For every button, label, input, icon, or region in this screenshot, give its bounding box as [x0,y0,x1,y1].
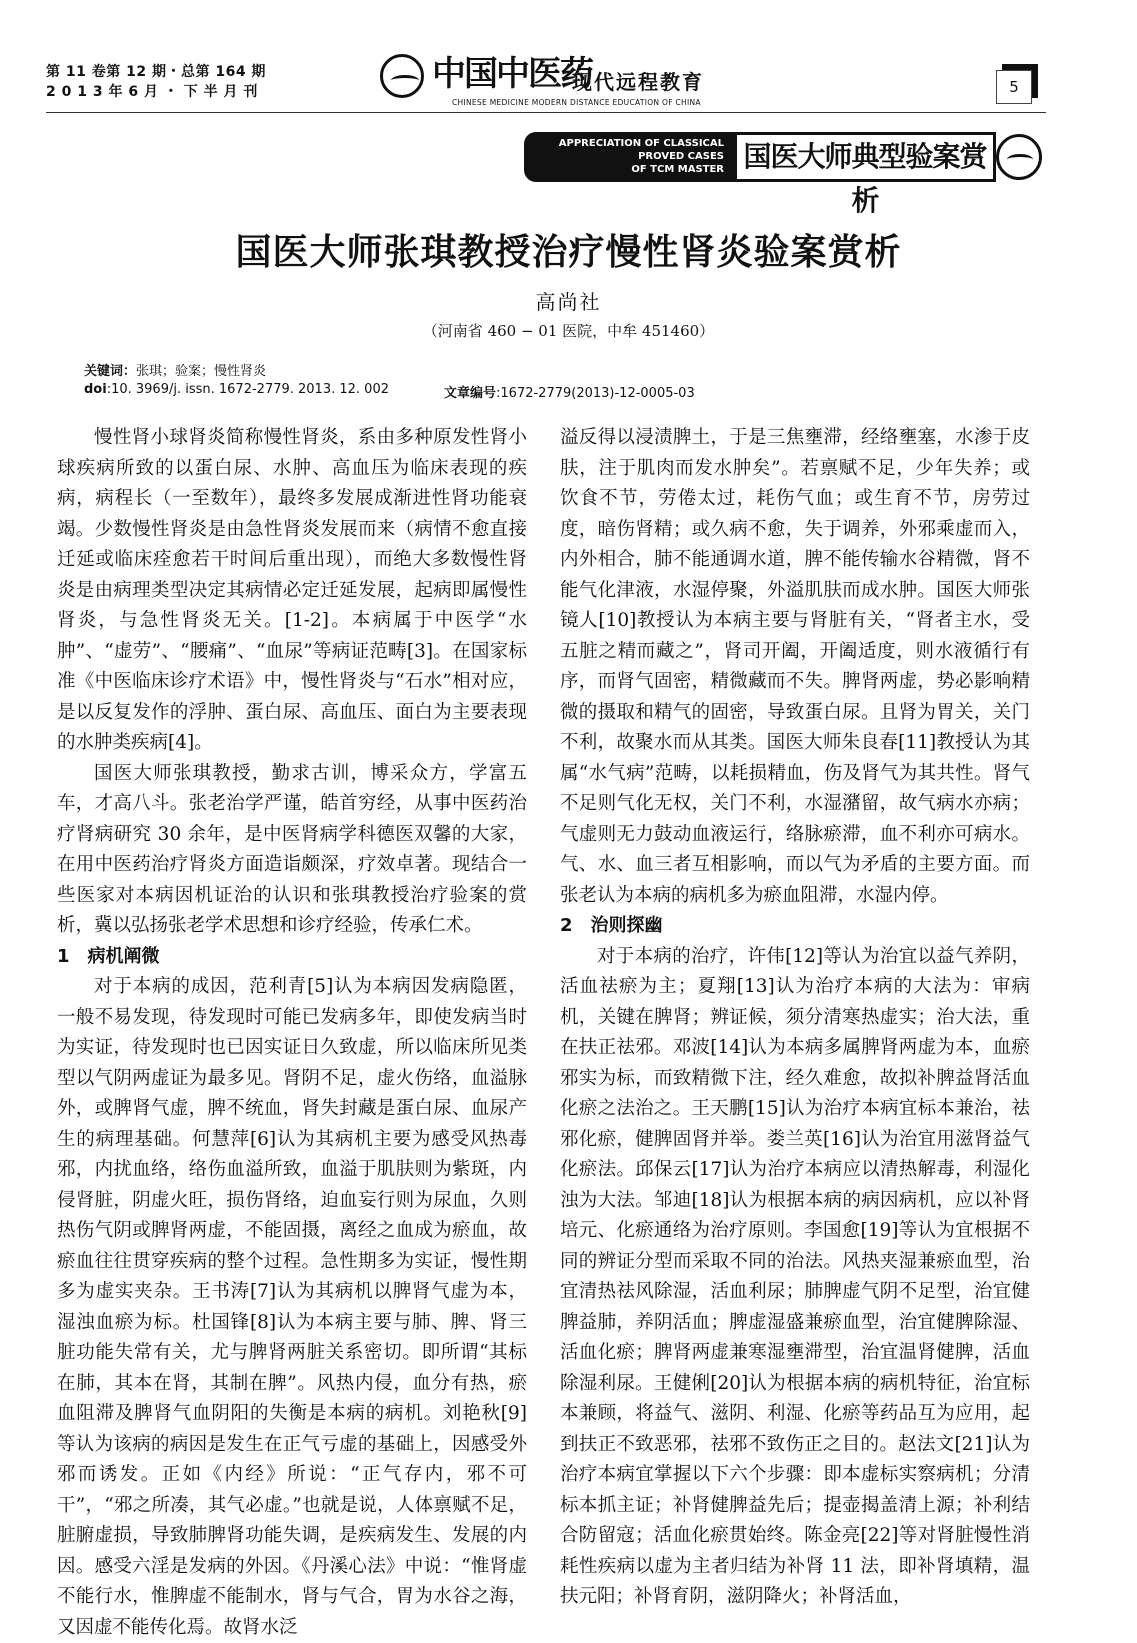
journal-subtitle: 现代远程教育 [572,70,704,94]
page-number: 5 [996,70,1032,104]
paragraph: 溢反得以浸渍脾土，于是三焦壅滞，经络壅塞，水渗于皮肤，注于肌肉而发水肿矣”。若禀赋不足，少年失养；或饮食不节，劳倦太过，耗伤气血；或生育不节，房劳过度，暗伤肾精；或久病不愈，失于调养，外邪乘虚而入，内外相合，肺不能通调水道，脾不能传输水谷精微，肾不能气化津液，水湿停聚，外溢肌肤而成水肿。国医大师张镜人[10]教授认为本病主要与肾脏有关，“肾者主水，受五脏之精而藏之”，肾司开阖，开阖适度，则水液循行有序，而肾气固密，精微藏而不失。脾肾两虚，势必影响精微的摄取和精气的固密，导致蛋白尿。且肾为胃关，关门不利，故聚水而从其类。国医大师朱良春[11]教授认为其属“水气病”范畴，以耗损精血，伤及肾气为其共性。肾气不足则气化无权，关门不利，水湿潴留，故气病水亦病；气虚则无力鼓动血液运行，络脉瘀滞，血不利亦可病水。气、水、血三者互相影响，而以气为矛盾的主要方面。而张老认为本病的病机多为瘀血阻滞，水湿内停。 [560,427,1030,906]
paragraph: 对于本病的治疗，许伟[12]等认为治宜以益气养阴，活血祛瘀为主；夏翔[13]认为治疗本病的大法为：审病机，关键在脾肾；辨证候，须分清寒热虚实；治大法，重在扶正祛邪。邓波[14]认为本病多属脾肾两虚为本，血瘀邪实为标，而致精微下注，经久难愈，故拟补脾益肾活血化瘀之法治之。王天鹏[15]认为治疗本病宜标本兼治，祛邪化瘀，健脾固肾并举。娄兰英[16]认为治宜用滋肾益气化瘀法。邱保云[17]认为治疗本病应以清热解毒，利湿化浊为大法。邹迪[18]认为根据本病的病因病机，应以补肾培元、化瘀通络为治疗原则。李国愈[19]等认为宜根据不同的辨证分型而采取不同的治法。风热夹湿兼瘀血型，治宜清热祛风除湿，活血利尿；肺脾虚气阴不足型，治宜健脾益肺，养阴活血；脾虚湿盛兼瘀血型，治宜健脾除湿、活血化瘀；脾肾两虚兼寒湿壅滞型，治宜温肾健脾，活血除湿利尿。王健俐[20]认为根据本病的病机特征，治宜标本兼顾，将益气、滋阴、利湿、化瘀等药品互为应用，起到扶正不致恶邪，祛邪不致伤正之目的。赵法文[21]认为治疗本病宜掌握以下六个步骤：即本虚标实察病机；分清标本抓主证；补肾健脾益先后；提壶揭盖清上源；补利结合防留寇；活血化瘀贯始终。陈金亮[22]等对肾脏慢性消耗性疾病以虚为主者归结为补肾 11 法，即补肾填精，温扶元阳；补肾育阴，滋阴降火；补肾活血， [560,945,1030,1607]
section-heading: 1 病机阐微 [57,945,160,967]
doi-line [84,382,389,397]
banner-emblem-icon [996,134,1042,180]
banner-en-line3: OF TCM MASTER [631,164,724,175]
left-column [57,423,527,1643]
section-banner [524,130,1044,217]
section-heading: 2 治则探幽 [560,915,663,936]
banner-en-line2: PROVED CASES [638,151,724,162]
banner-en-line1: APPRECIATION OF CLASSICAL [558,138,724,149]
article-title: 国医大师张琪教授治疗慢性肾炎验案赏析 [235,232,902,273]
header-divider [46,112,1046,113]
article-no-line [444,382,695,401]
banner-en [524,132,734,182]
paragraph: 国医大师张琪教授，勤求古训，博采众方，学富五车，才高八斗。张老治学严谨，皓首穷经，从事中医药治疗肾病研究 30 余年，是中医肾病学科德医双馨的大家，在用中医药治疗肾炎方面造诣颇深，疗效卓著。现结合一些医家对本病因机证治的认识和张琪教授治疗验案的赏析，冀以弘扬张老学术思想和诊疗经验，传承仁术。 [57,762,527,936]
article-no: :1672-2779(2013)-12-0005-03 [496,386,695,401]
doi-label: doi [84,382,107,397]
journal-name-cn: 中国中医药 [432,54,592,94]
keywords-line [84,360,266,379]
article-affiliation: （河南省 460 − 01 医院，中牟 451460） [422,322,715,340]
paragraph: 对于本病的成因，范利青[5]认为本病因发病隐匿，一般不易发现，待发现时可能已发病多年，即使发病当时为实证，待发现时也已因实证日久致虚，所以临床所见类型以气阴两虚证为最多见。肾阴不足，虚火伤络，血溢脉外，或脾肾气虚，脾不统血，肾失封藏是蛋白尿、血尿产生的病理基础。何慧萍[6]认为其病机主要为感受风热毒邪，内扰血络，络伤血溢所致，血溢于肌肤则为紫斑，内侵肾脏，阴虚火旺，损伤肾络，迫血妄行则为尿血，久则热伤气阴或脾肾两虚，不能固摄，离经之血成为瘀血，故瘀血往往贯穿疾病的整个过程。急性期多为实证，慢性期多为虚实夹杂。王书涛[7]认为其病机以脾肾气虚为本，湿浊血瘀为标。杜国锋[8]认为本病主要与肺、脾、肾三脏功能失常有关，尤与脾肾两脏关系密切。即所谓“其标在肺，其本在肾，其制在脾”。风热内侵，血分有热，瘀血阻滞及脾肾气血阴阳的失衡是本病的病机。刘艳秋[9]等认为该病的病因是发生在正气亏虚的基础上，因感受外邪而诱发。正如《内经》所说：“正气存内，邪不可干”，“邪之所凑，其气必虚。”也就是说，人体禀赋不足，脏腑虚损，导致肺脾肾功能失调，是疾病发生、发展的内因。感受六淫是发病的外因。《丹溪心法》中说：“惟肾虚不能行水，惟脾虚不能制水，肾与气合，胃为水谷之海，又因虚不能传化焉。故肾水泛 [57,976,527,1638]
journal-emblem-icon [380,54,424,98]
paragraph: 慢性肾小球肾炎简称慢性肾炎，系由多种原发性肾小球疾病所致的以蛋白尿、水肿、高血压为临床表现的疾病，病程长（一至数年），最终多发展成渐进性肾功能衰竭。少数慢性肾炎是由急性肾炎发展而来（病情不愈直接迁延或临床痊愈若干时间后重出现），而绝大多数慢性肾炎是由病理类型决定其病情必定迁延发展，起病即属慢性肾炎，与急性肾炎无关。[1-2]。本病属于中医学“水肿”、“虚劳”、“腰痛”、“血尿”等病证范畴[3]。在国家标准《中医临床诊疗术语》中，慢性肾炎与“石水”相对应，是以反复发作的浮肿、蛋白尿、高血压、面白为主要表现的水肿类疾病[4]。 [57,427,527,753]
article-author: 高尚社 [535,290,602,314]
journal-name-en: CHINESE MEDICINE MODERN DISTANCE EDUCATION OF CHINA [452,98,701,107]
right-column [560,423,1030,1613]
banner-cn: 国医大师典型验案赏析 [734,132,996,182]
date-line: 2 0 1 3 年 6 月 ・ 下 半 月 刊 [46,84,258,100]
doi: :10. 3969/j. issn. 1672-2779. 2013. 12. 002 [106,382,389,397]
keywords: 张琪；验案；慢性肾炎 [136,364,267,379]
keywords-label: 关键词： [84,364,137,379]
journal-logo [380,50,730,110]
issue-info [46,62,266,102]
article-no-label: 文章编号 [444,386,497,401]
issue-line: 第 11 卷第 12 期・总第 164 期 [46,64,266,80]
